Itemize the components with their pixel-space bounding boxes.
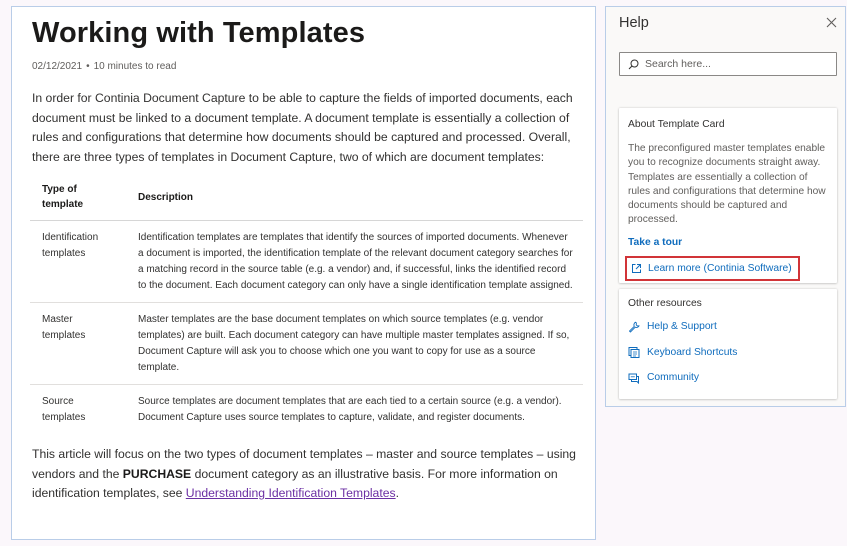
help-title: Help (619, 15, 649, 31)
table-row (30, 221, 583, 303)
table-cell-type: Master templates (30, 303, 126, 385)
resources-list (628, 314, 828, 391)
community-link[interactable] (628, 365, 828, 391)
outro-text: This article will focus on the two types of document templates – master and source templates – using vendors and the (32, 447, 576, 481)
close-icon[interactable] (826, 15, 837, 31)
outro-paragraph (32, 445, 577, 504)
help-support-link[interactable] (628, 314, 828, 340)
read-time: 10 minutes to read (93, 61, 177, 72)
article-date: 02/12/2021 (32, 61, 83, 72)
outro-end: . (395, 486, 399, 500)
meta-separator: • (86, 61, 90, 72)
table-cell-type: Identification templates (30, 221, 126, 303)
column-header-type: Type of template (30, 175, 126, 221)
external-link-icon (631, 263, 642, 274)
table-row (30, 303, 583, 385)
about-description: The preconfigured master templates enable you to recognize documents straight away. Templates are essentially a collection of rules and configurations that determine how documents should be captured and processed. (628, 143, 826, 226)
identification-templates-link[interactable]: Understanding Identification Templates (185, 486, 396, 500)
article-meta (32, 61, 595, 72)
column-header-description: Description (126, 175, 583, 221)
keyboard-icon (628, 346, 640, 358)
purchase-category: PURCHASE (122, 466, 192, 481)
keyboard-shortcuts-link[interactable] (628, 340, 828, 366)
table-cell-description: Identification templates are templates that identify the sources of imported documents. Whenever a document is imported, the identification template of the relevant document category searches for a matching record in the source table (e.g. a vendor) and, if successful, links the identified record to the document. Each document category can only have a single identification template assigned. (126, 221, 583, 303)
outro-text: document category as an illustrative basis. For more information on identification templates, see (32, 466, 558, 500)
keyboard-shortcuts-label: Keyboard Shortcuts (647, 346, 738, 358)
other-resources-card (619, 289, 837, 399)
about-heading: About Template Card (628, 119, 725, 130)
take-a-tour-link[interactable]: Take a tour (628, 236, 683, 248)
help-panel (605, 6, 846, 407)
search-box[interactable] (619, 52, 837, 76)
help-support-label: Help & Support (647, 321, 717, 333)
wrench-icon (628, 321, 640, 333)
page-title: Working with Templates (32, 17, 366, 49)
table-cell-type: Source templates (42, 396, 86, 423)
learn-more-link[interactable] (625, 256, 800, 281)
about-template-card (619, 108, 837, 283)
search-icon (628, 59, 639, 70)
table-cell-description: Source templates are document templates that are each tied to a certain source (e.g. a vendor). Document Capture uses source templates to capture, validate, and register documents. (138, 396, 562, 423)
search-input[interactable] (645, 58, 825, 70)
intro-paragraph: In order for Continia Document Capture to be able to capture the fields of imported documents, each document must be linked to a document template. A document template is essentially a collection of rules and configurations that determine how documents should be captured and processed. Overall, there are three types of templates in Document Capture, two of which are document templates: (32, 91, 573, 164)
resources-heading: Other resources (628, 298, 702, 309)
table-header-row (30, 175, 583, 221)
article-panel (11, 6, 596, 540)
table-cell-description: Master templates are the base document templates on which source templates (e.g. vendor templates) are built. Each document category can have multiple master templates assigned. If so, Document Capture will ask you to choose which one you want to copy for use as a source template. (126, 303, 583, 385)
table-row (30, 385, 583, 435)
learn-more-label: Learn more (Continia Software) (648, 262, 792, 274)
community-label: Community (647, 372, 700, 384)
template-types-table (30, 175, 583, 434)
chat-icon (628, 372, 640, 384)
